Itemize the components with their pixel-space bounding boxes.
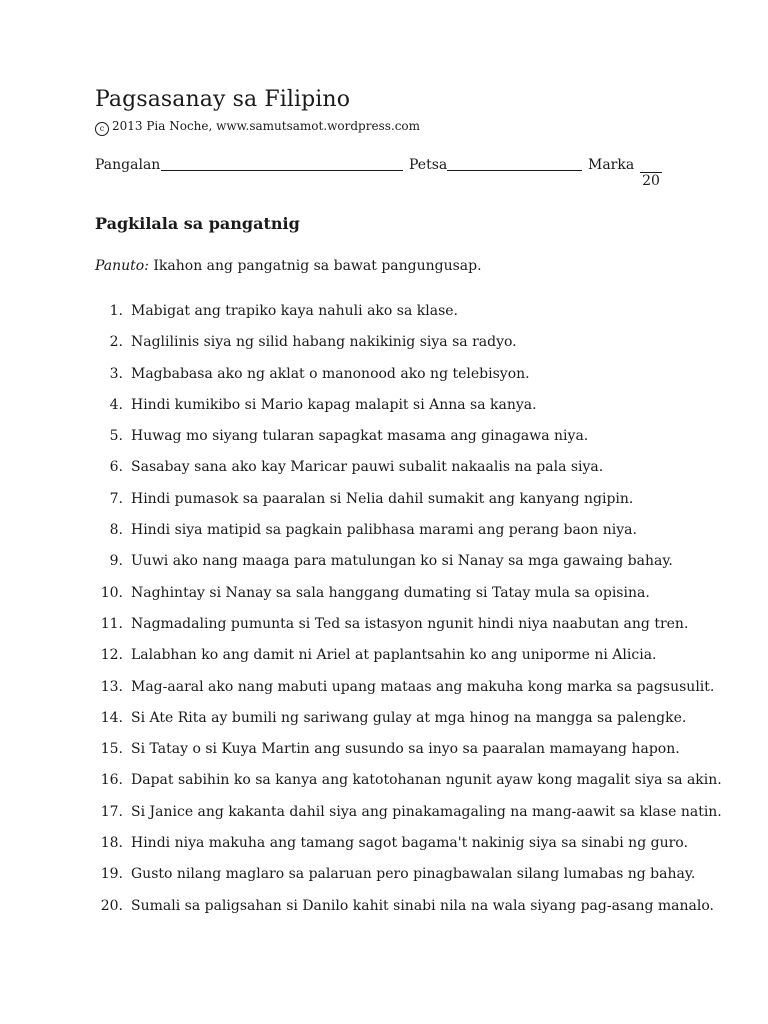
- item-number: 17.: [100, 803, 123, 820]
- item-sentence: Naglilinis siya ng silid habang nakikinig siya sa radyo.: [131, 334, 517, 351]
- item-sentence: Nagmadaling pumunta si Ted sa istasyon ngunit hindi niya naabutan ang tren.: [131, 615, 689, 632]
- item-number: 9.: [109, 553, 123, 570]
- item-sentence: Sasabay sana ako kay Maricar pauwi subalit nakaalis na pala siya.: [131, 459, 604, 476]
- name-field[interactable]: [161, 170, 403, 171]
- item-sentence: Hindi niya makuha ang tamang sagot bagama't nakinig siya sa sinabi ng guro.: [131, 835, 688, 852]
- item-sentence: Huwag mo siyang tularan sapagkat masama ang ginagawa niya.: [131, 428, 589, 445]
- item-sentence: Si Ate Rita ay bumili ng sariwang gulay at mga hinog na mangga sa palengke.: [131, 709, 687, 726]
- item-number: 4.: [109, 396, 123, 413]
- item-number: 12.: [100, 647, 123, 664]
- item-number: 18.: [100, 835, 123, 852]
- item-sentence: Dapat sabihin ko sa kanya ang katotohanan ngunit ayaw kong magalit siya sa akin.: [131, 772, 722, 789]
- item-number: 13.: [100, 678, 123, 695]
- item-sentence: Naghintay si Nanay sa sala hanggang dumating si Tatay mula sa opisina.: [131, 584, 650, 601]
- item-sentence: Magbabasa ako ng aklat o manonood ako ng telebisyon.: [131, 365, 530, 382]
- item-sentence: Hindi pumasok sa paaralan si Nelia dahil sumakit ang kanyang ngipin.: [131, 490, 634, 507]
- score-label: Marka: [588, 157, 635, 173]
- item-sentence: Si Janice ang kakanta dahil siya ang pinakamagaling na mang-aawit sa klase natin.: [131, 803, 722, 820]
- item-sentence: Gusto nilang maglaro sa palaruan pero pinagbawalan silang lumabas ng bahay.: [131, 866, 696, 883]
- page-title: Pagsasanay sa Filipino: [95, 87, 351, 112]
- date-field[interactable]: [447, 170, 582, 171]
- item-number: 10.: [100, 584, 123, 601]
- item-number: 7.: [109, 490, 123, 507]
- score-total: 20: [642, 173, 660, 189]
- copyright-line: [95, 118, 685, 136]
- student-info-fields: [95, 156, 685, 196]
- item-number: 20.: [100, 897, 123, 914]
- item-number: 5.: [109, 428, 123, 445]
- item-number: 3.: [109, 365, 123, 382]
- name-label: Pangalan: [95, 157, 161, 173]
- instructions: [95, 258, 482, 274]
- item-number: 1.: [109, 303, 123, 319]
- section-title: Pagkilala sa pangatnig: [95, 214, 300, 233]
- item-number: 11.: [100, 615, 123, 632]
- copyright-icon: c: [95, 122, 109, 136]
- item-sentence: Mabigat ang trapiko kaya nahuli ako sa klase.: [131, 303, 459, 319]
- item-number: 19.: [100, 866, 123, 883]
- instructions-text: Ikahon ang pangatnig sa bawat pangungusap.: [153, 258, 482, 274]
- item-number: 6.: [109, 459, 123, 476]
- item-number: 2.: [109, 334, 123, 351]
- item-number: 15.: [100, 741, 123, 758]
- item-sentence: Lalabhan ko ang damit ni Ariel at paplantsahin ko ang uniporme ni Alicia.: [131, 647, 657, 664]
- score-field[interactable]: [640, 158, 662, 189]
- date-label: Petsa: [409, 157, 448, 173]
- item-number: 16.: [100, 772, 123, 789]
- item-number: 8.: [109, 522, 123, 539]
- instructions-label: Panuto:: [95, 258, 149, 274]
- worksheet: [95, 86, 722, 914]
- copyright-text: 2013 Pia Noche, www.samutsamot.wordpress.com: [112, 119, 421, 133]
- item-sentence: Sumali sa paligsahan si Danilo kahit sinabi nila na wala siyang pag-asang manalo.: [131, 897, 714, 914]
- item-number: 14.: [100, 709, 123, 726]
- item-sentence: Hindi siya matipid sa pagkain palibhasa marami ang perang baon niya.: [131, 522, 637, 539]
- item-sentence: Uuwi ako nang maaga para matulungan ko si Nanay sa mga gawaing bahay.: [131, 553, 673, 570]
- item-sentence: Hindi kumikibo si Mario kapag malapit si Anna sa kanya.: [131, 396, 537, 413]
- item-sentence: Mag-aaral ako nang mabuti upang mataas ang makuha kong marka sa pagsusulit.: [131, 678, 715, 695]
- item-sentence: Si Tatay o si Kuya Martin ang susundo sa inyo sa paaralan mamayang hapon.: [131, 741, 680, 758]
